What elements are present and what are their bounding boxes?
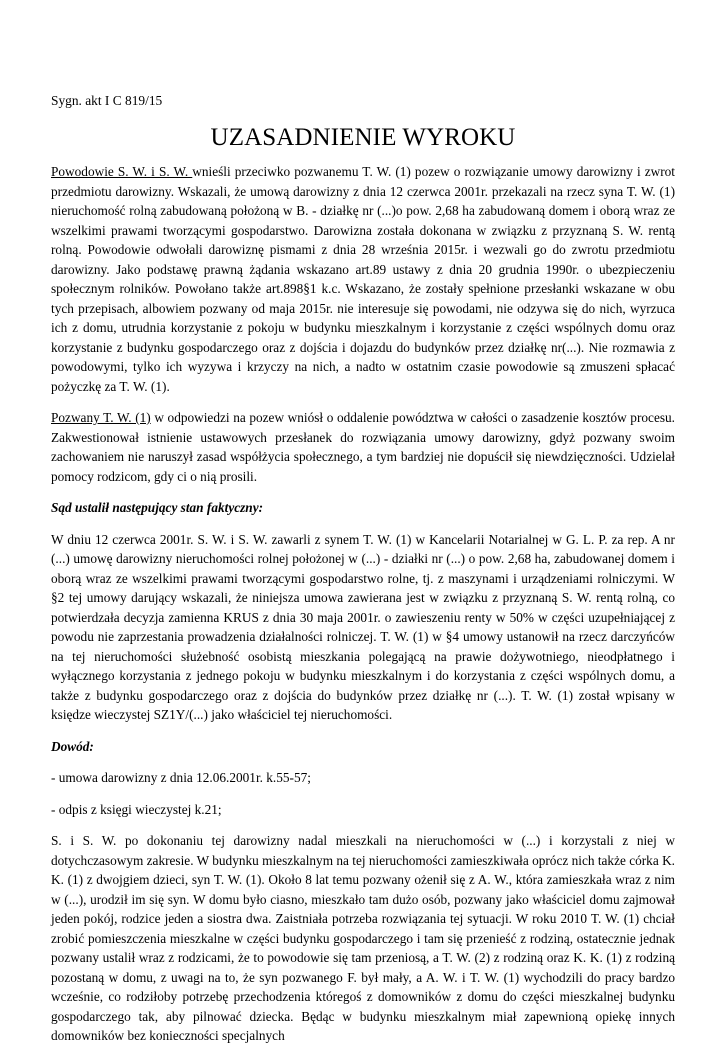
paragraph-claim-text: wnieśli przeciwko pozwanemu T. W. (1) pozew o rozwiązanie umowy darowizny i zwrot przedmiotu darowizny. Wskazali, że umową darowizny z dnia 12 czerwca 2001r. przekazali na rzecz syna T. W. (1) nieruchomość rolną zabudowaną położoną w B. - działkę nr (...)o pow. 2,68 ha zabudowaną domem i oborą wraz ze wszelkimi prawami tworzącymi gospodarstwo. Darowizna została dokonana w związku z przyznaną S. W. rentą rolną. Powodowie odwołali darowiznę pismami z dnia 28 września 2015r. i wezwali go do zwrotu przedmiotu darowizny. Jako podstawę prawną żądania wskazano art.89 ustawy z dnia 20 grudnia 1990r. o ubezpieczeniu społecznym rolników. Powołano także art.898§1 k.c. Wskazano, że zostały spełnione przesłanki wskazane w obu tych przepisach, albowiem pozwany od maja 2015r. nie interesuje się powodami, nie odzywa się do nich, wyrzuca ich z domu, utrudnia korzystanie z pokoju w budynku mieszkalnym i korzystanie z części wspólnych domu oraz korzystanie z budynku gospodarczego oraz z dojścia i dojazdu do budynków przez działkę nr(...). Nie rozmawia z powodowymi, tylko ich wyzywa i krzyczy na nich, a nadto w ostatnim czasie powodowie są zmuszeni spłacać pożyczkę za T. W. (1). bbox=[51, 164, 675, 394]
plaintiffs-label: Powodowie S. W. i S. W. bbox=[51, 164, 193, 179]
defendant-label: Pozwany T. W. (1) bbox=[51, 410, 151, 425]
paragraph-response-text: w odpowiedzi na pozew wniósł o oddalenie powództwa w całości o zasadzenie kosztów procesu. Zakwestionował istnienie ustawowych przesłanek do rozwiązania umowy darowizny, gdyż pozwany swoim zachowaniem nie naruszył zasad współżycia społecznego, a tym bardziej nie dopuścił się niewdzięczności. Udzielał pomocy rodzicom, gdy ci o nią prosili. bbox=[51, 410, 675, 484]
document-title: UZASADNIENIE WYROKU bbox=[210, 124, 516, 151]
paragraph-claim bbox=[51, 162, 675, 396]
proof-item-2: - odpis z księgi wieczystej k.21; bbox=[51, 801, 222, 817]
heading-proof: Dowód: bbox=[51, 738, 94, 754]
paragraph-living: S. i S. W. po dokonaniu tej darowizny nadal mieszkali na nieruchomości w (...) i korzystali z niej w dotychczasowym zakresie. W budynku mieszkalnym na tej nieruchomości zamieszkiwała oprócz nich także córka K. K. (1) z dwojgiem dzieci, syn T. W. (1). Około 8 lat temu pozwany ożenił się z A. W., która zamieszkała wraz z nim w (...), urodził im się syn. W domu było ciasno, mieszkało tam dużo osób, pozwany jako właściciel domu zajmował jeden pokój, rodzice jeden a siostra dwa. Zaistniała potrzeba rozwiązania tej sytuacji. W roku 2010 T. W. (1) chciał zrobić pomieszczenia mieszkalne w części budynku gospodarczego i tam się przenieść z rodziną, ostatecznie jednak pozwany ustalił wraz z rodzicami, że to powodowie się tam przeniosą, a T. W. (2) z rodziną oraz K. K. (1) z rodziną pozostaną w domu, z uwagi na to, że syn pozwanego F. był mały, a A. W. i T. W. (1) wychodzili do pracy bardzo wcześnie, co rodziłoby potrzebę przechodzenia któregoś z domowników z domu do części mieszkalnej budynku gospodarczego tak, aby pilnować dziecka. Będąc w budynku mieszkalnym miał zapewnioną opiekę innych domowników bez konieczności specjalnych bbox=[51, 833, 675, 1043]
case-signature: Sygn. akt I C 819/15 bbox=[51, 93, 163, 108]
paragraph-response bbox=[51, 408, 675, 486]
heading-facts: Sąd ustalił następujący stan faktyczny: bbox=[51, 500, 264, 515]
proof-item-1: - umowa darowizny z dnia 12.06.2001r. k.55-57; bbox=[51, 770, 311, 785]
paragraph-facts: W dniu 12 czerwca 2001r. S. W. i S. W. zawarli z synem T. W. (1) w Kancelarii Notarialnej w G. L. P. za rep. A nr (...) umowę darowizny nieruchomości rolnej położonej w (...) - działki nr (...) o pow. 2,68 ha, zabudowanej domem i oborą wraz ze wszelkimi prawami tworzącymi gospodarstwo rolne, tj. z maszynami i urządzeniami rolniczymi. W §2 tej umowy darujący wskazali, że niniejsza umowa zawierana jest w związku z przyznaną S. W. rentą rolną, co potwierdzała decyzja zamienna KRUS z dnia 30 maja 2001r. o zawieszeniu renty w 50% w części uzupełniającej z powodu nie zaprzestania prowadzenia działalności rolniczej. T. W. (1) w §4 umowy ustanowił na rzecz darczyńców na tej nieruchomości służebność osobistą mieszkania polegającą na prawie dożywotniego, nieodpłatnego i wyłącznego korzystania z jednego pokoju w budynku mieszkalnym i do korzystania z części wspólnych domu, a także z budynku gospodarczego oraz z dojścia do budynków przez działkę nr (...). T. W. (1) został wpisany w księdze wieczystej SZ1Y/(...) jako właściciel tej nieruchomości. bbox=[51, 531, 675, 722]
document-page bbox=[51, 93, 675, 1046]
